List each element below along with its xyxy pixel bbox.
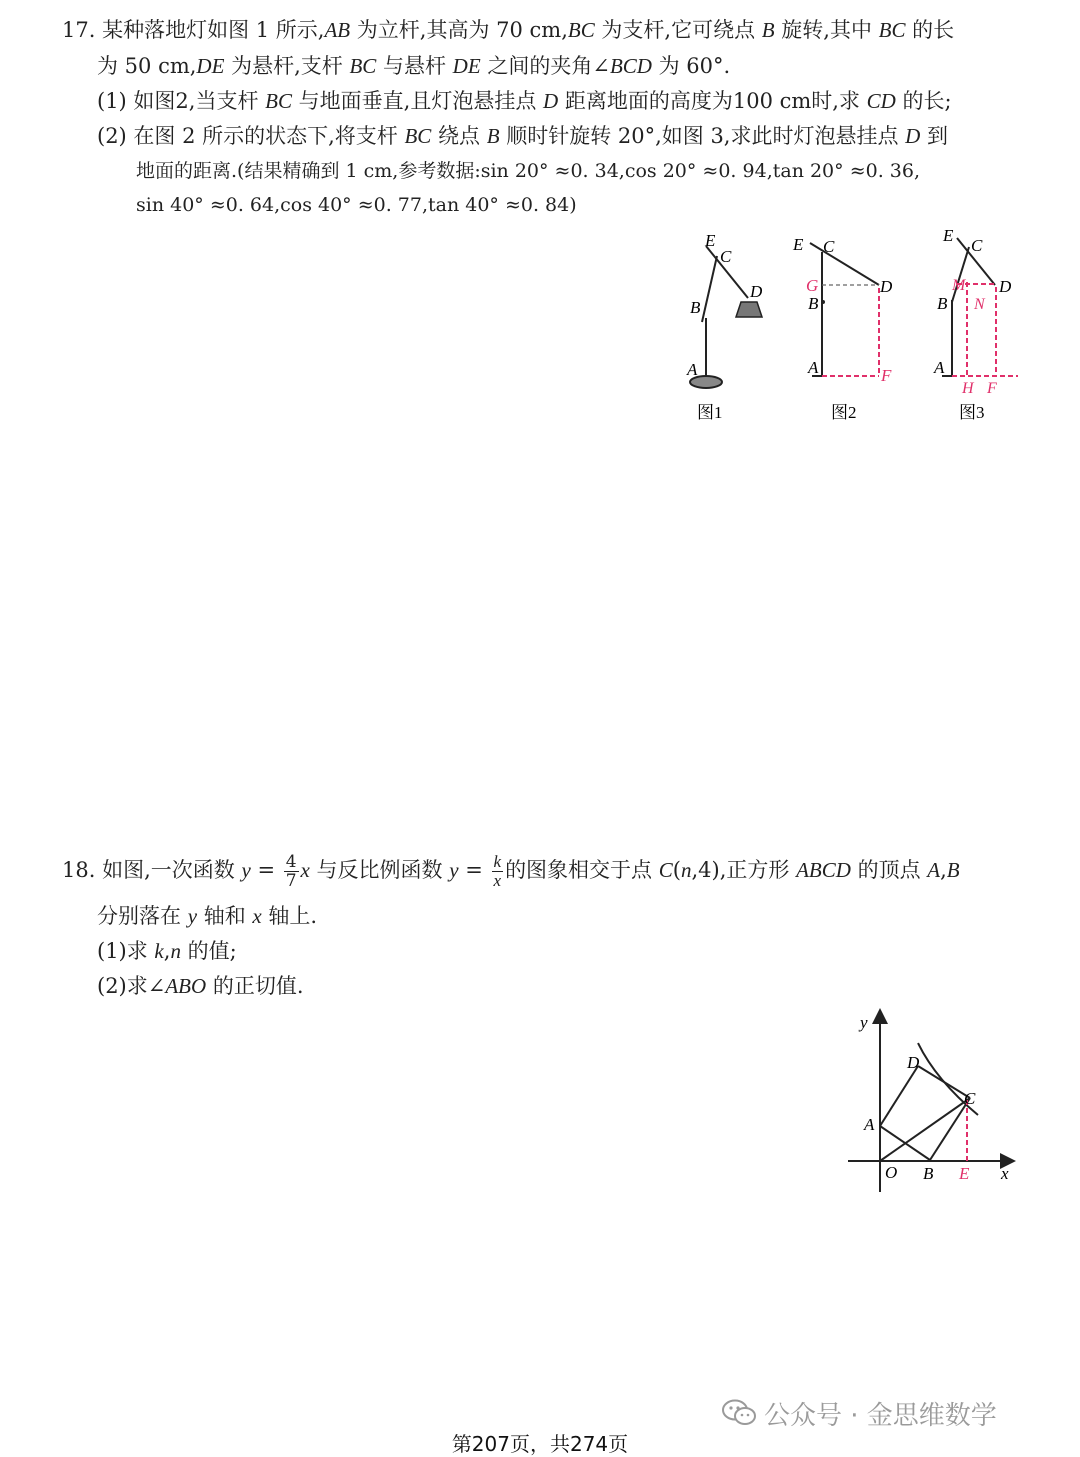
- text: BC: [265, 89, 292, 113]
- text: k: [154, 939, 164, 963]
- text: 为悬杆,支杆: [224, 54, 350, 78]
- text: D: [543, 89, 559, 113]
- text: (: [672, 858, 681, 882]
- fig2-label-G: G: [806, 276, 819, 295]
- text: 为 50 cm,: [97, 54, 197, 78]
- side-da: [880, 1066, 918, 1126]
- q17-part2-line3: sin 40° ≈0. 64,cos 40° ≈0. 77,tan 40° ≈0. 84): [136, 194, 577, 216]
- fig3-label-D: D: [999, 277, 1012, 296]
- text: 绕点: [431, 124, 487, 148]
- text: 与反比例函数: [309, 858, 450, 882]
- text: BC: [878, 18, 906, 42]
- fig3-label-H: H: [962, 380, 974, 397]
- q18-label-A: A: [864, 1115, 875, 1134]
- fig2-label-F: F: [881, 366, 892, 385]
- text: AB: [324, 18, 351, 42]
- fig3-caption: 图3: [959, 403, 985, 422]
- q18-label-O: O: [885, 1163, 898, 1182]
- text: 为 60°.: [651, 54, 731, 78]
- text: B: [761, 18, 775, 42]
- fig1-caption: 图1: [697, 403, 723, 422]
- fig3-label-B: B: [937, 294, 948, 313]
- text: 之间的夹角∠: [480, 54, 610, 78]
- fig2-caption: 图2: [831, 403, 857, 422]
- text: DE: [452, 54, 481, 78]
- q18-label-B: B: [923, 1164, 934, 1183]
- text: ,: [940, 858, 947, 882]
- text: (2)求∠: [97, 974, 166, 998]
- text: BC: [349, 54, 377, 78]
- text: 的正切值.: [206, 974, 304, 998]
- text: x: [300, 858, 310, 882]
- text: BC: [567, 18, 595, 42]
- text: ABCD: [796, 858, 851, 882]
- q18-label-E: E: [959, 1164, 970, 1183]
- frac-num: k: [493, 852, 502, 871]
- fig3-label-C: C: [971, 236, 983, 255]
- text: y: [449, 858, 459, 882]
- text: C: [658, 858, 673, 882]
- text: 顺时针旋转 20°,如图 3,求此时灯泡悬挂点: [499, 124, 906, 148]
- text: y: [241, 858, 251, 882]
- text: 与悬杆: [376, 54, 453, 78]
- text: BC: [404, 124, 432, 148]
- fig3-label-N: N: [974, 296, 985, 313]
- text: y: [187, 904, 198, 928]
- text: (1) 如图2,当支杆: [97, 89, 266, 113]
- text: A: [927, 858, 941, 882]
- page-footer: 第207页，共274页: [451, 1432, 629, 1456]
- text: ABO: [165, 974, 207, 998]
- frac-den: 7: [285, 871, 297, 891]
- text: 为支杆,它可绕点: [594, 18, 762, 42]
- fig3-label-A: A: [934, 358, 945, 377]
- text: (2) 在图 2 所示的状态下,将支杆: [97, 124, 405, 148]
- text: ,4),正方形: [691, 858, 797, 882]
- text: CD: [866, 89, 896, 113]
- text: n: [680, 858, 692, 882]
- text: n: [170, 939, 181, 963]
- fig1-label-E: E: [705, 231, 716, 250]
- fig1-label-C: C: [720, 247, 732, 266]
- q18-label-y: y: [860, 1013, 868, 1032]
- text: 旋转,其中: [774, 18, 879, 42]
- text: 轴和: [197, 904, 253, 928]
- text: =: [250, 858, 282, 882]
- text: BCD: [609, 54, 652, 78]
- q17-number: 17.: [62, 18, 96, 42]
- fig2-label-C: C: [823, 237, 835, 256]
- text: ,: [163, 939, 171, 963]
- text: 的长: [905, 18, 955, 42]
- q17-part2-line2: 地面的距离.(结果精确到 1 cm,参考数据:sin 20° ≈0. 34,cos 20° ≈0. 94,tan 20° ≈0. 36,: [136, 160, 920, 182]
- q18-label-D: D: [907, 1053, 920, 1072]
- fig2-label-D: D: [880, 277, 893, 296]
- fig3-label-M: M: [952, 277, 966, 294]
- text: 到: [920, 124, 949, 148]
- fig1-label-B: B: [690, 298, 701, 317]
- line-oc: [880, 1098, 970, 1161]
- text: =: [458, 858, 490, 882]
- text: 某种落地灯如图 1 所示,: [95, 18, 325, 42]
- text: B: [946, 858, 960, 882]
- fig2-label-A: A: [808, 358, 819, 377]
- fig3-label-E: E: [943, 226, 954, 245]
- q18-label-x: x: [1001, 1164, 1009, 1183]
- text: 距离地面的高度为100 cm时,求: [558, 89, 867, 113]
- text: x: [252, 904, 262, 928]
- q18-number: 18.: [62, 858, 96, 882]
- text: 轴上.: [261, 904, 318, 928]
- text: DE: [196, 54, 225, 78]
- text: 的顶点: [850, 858, 928, 882]
- text: 的图象相交于点: [505, 858, 659, 882]
- frac-num: 4: [285, 852, 297, 872]
- text: (1)求: [97, 939, 155, 963]
- frac-den: x: [493, 871, 502, 890]
- text: 的值;: [180, 939, 237, 963]
- q18-label-C: C: [964, 1089, 976, 1108]
- text: B: [486, 124, 500, 148]
- text: 如图,一次函数: [95, 858, 242, 882]
- fig2-label-E: E: [793, 235, 804, 254]
- watermark-text: 公众号 · 金思维数学: [764, 1401, 997, 1431]
- text: 的长;: [895, 89, 952, 113]
- fig3-label-F: F: [987, 380, 997, 397]
- fig1-label-D: D: [750, 282, 763, 301]
- text: 与地面垂直,且灯泡悬挂点: [291, 89, 544, 113]
- text: 为立杆,其高为 70 cm,: [350, 18, 568, 42]
- text: 分别落在: [97, 904, 188, 928]
- fig1-label-A: A: [687, 360, 698, 379]
- fig2-label-B: B: [808, 294, 819, 313]
- text: D: [905, 124, 921, 148]
